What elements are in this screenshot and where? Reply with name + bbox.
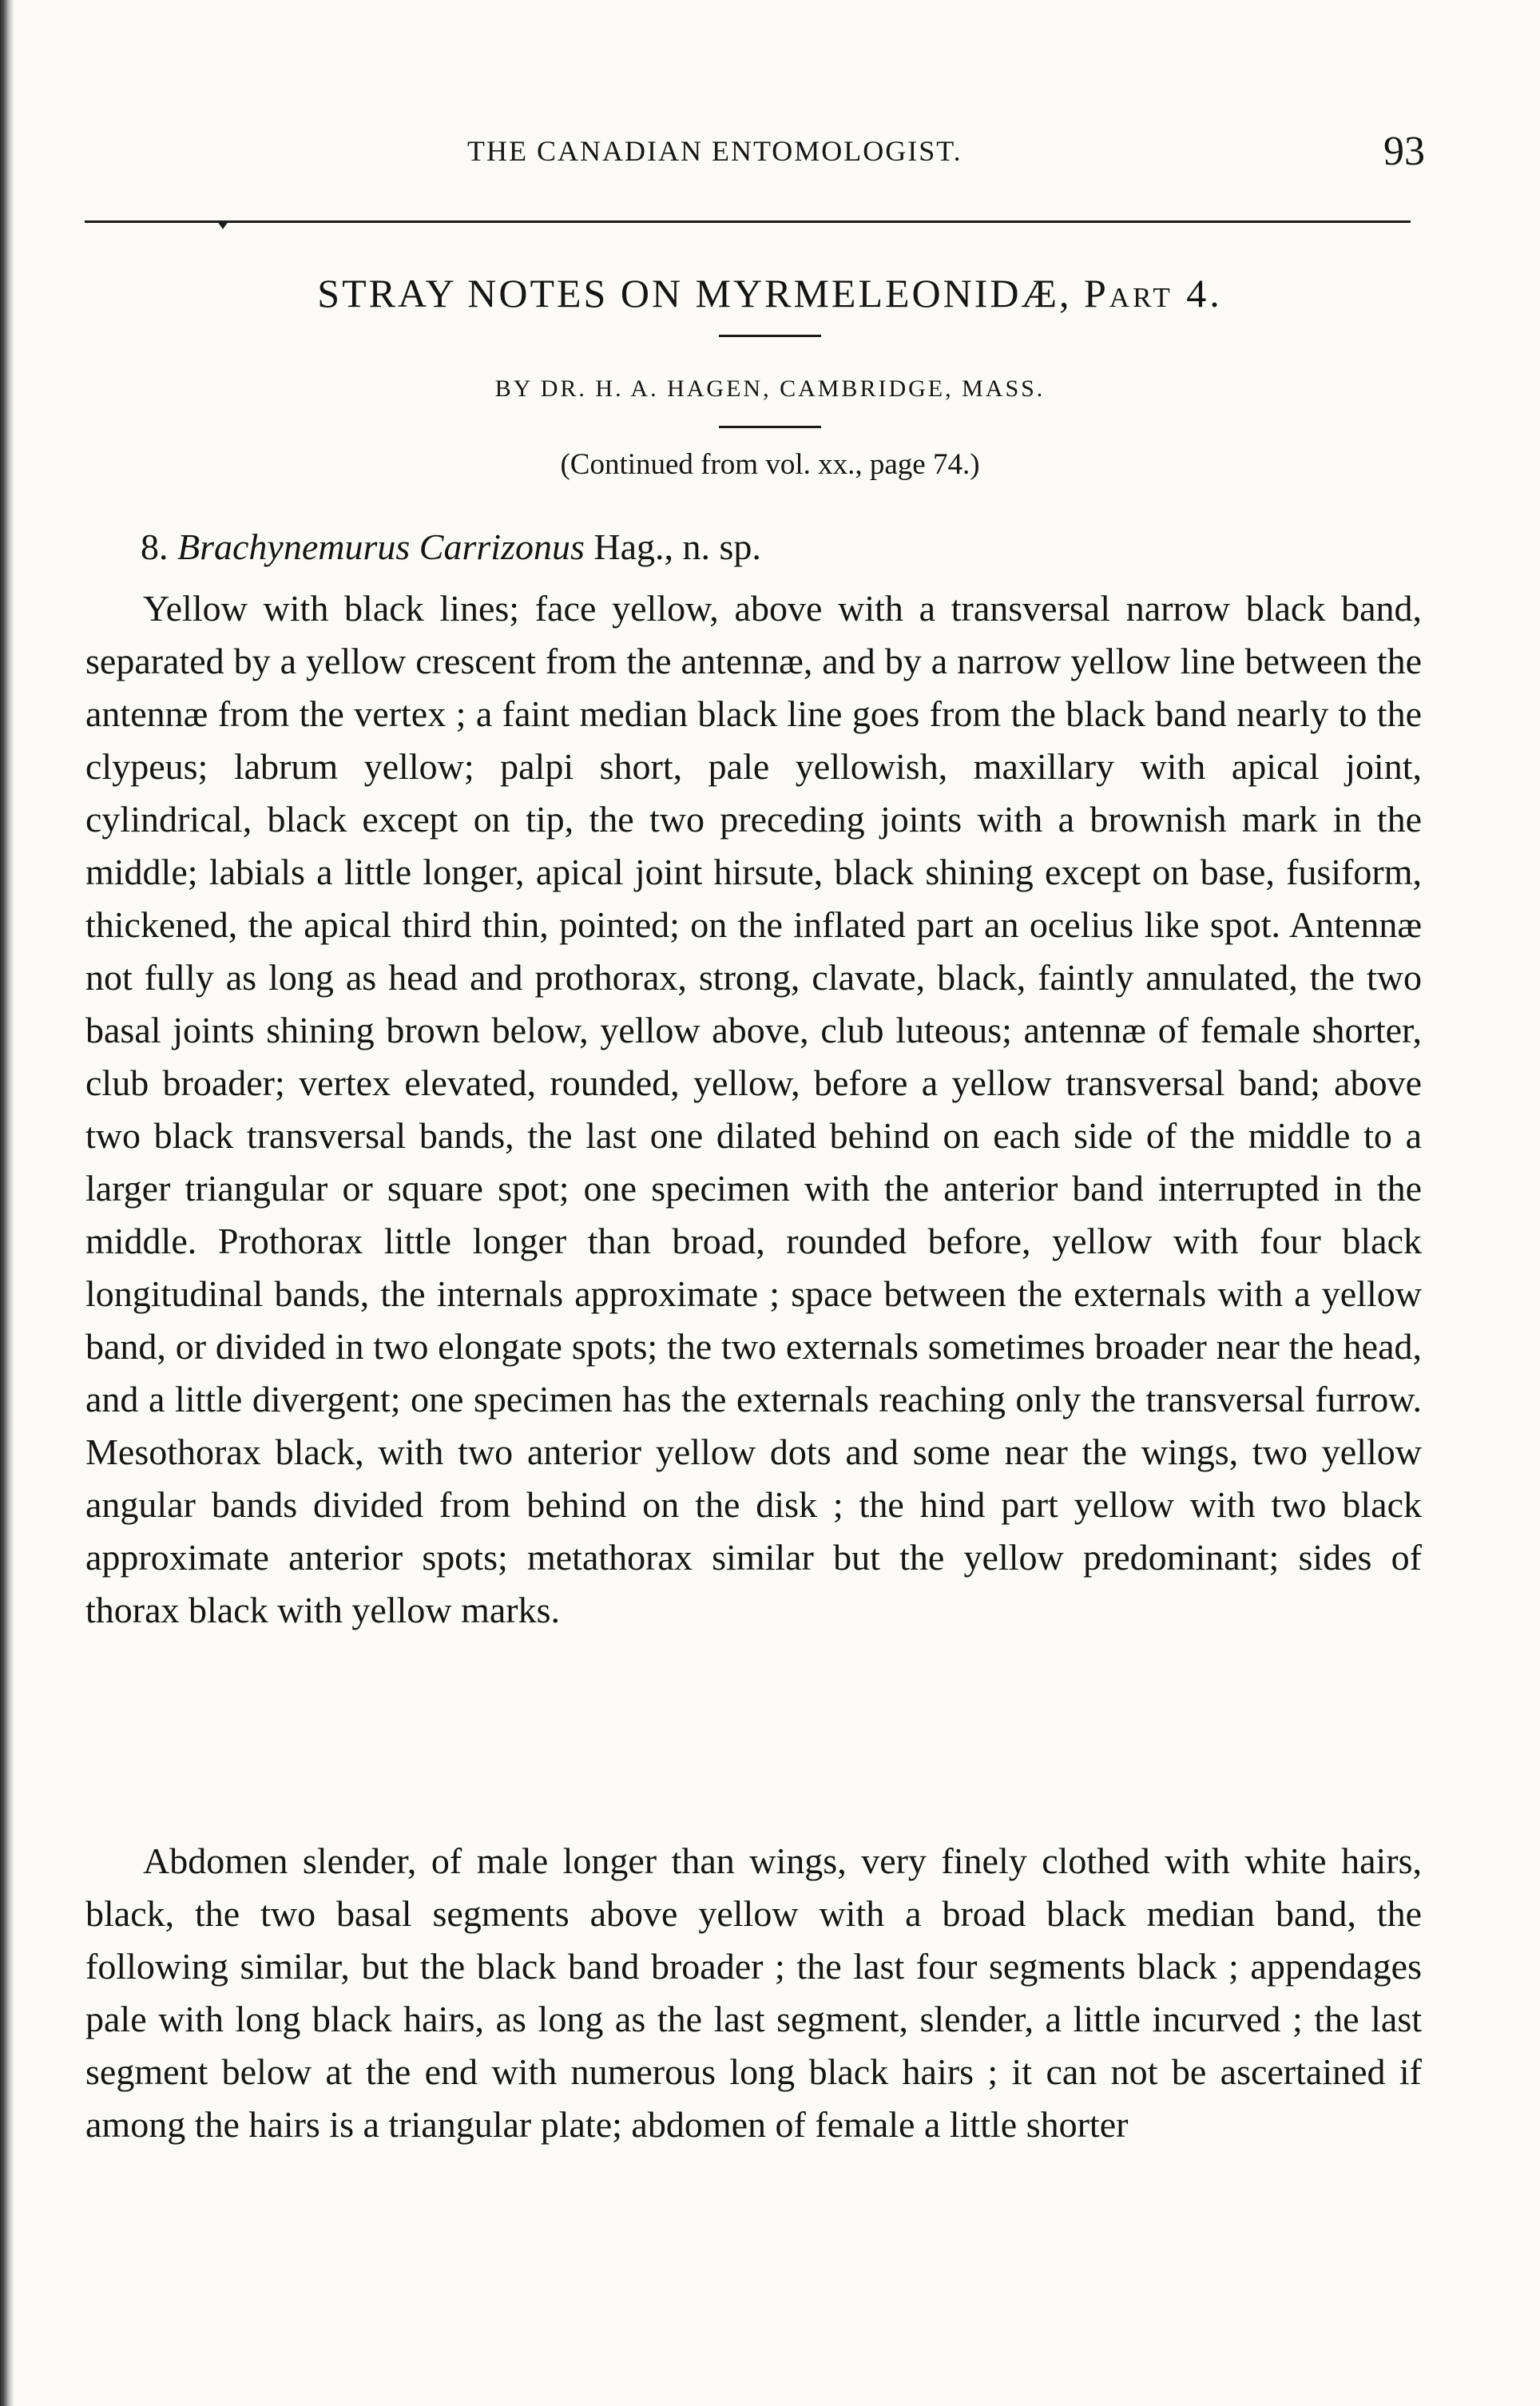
rule-mark: [217, 221, 228, 229]
byline-rule: [719, 426, 821, 428]
description-paragraph-1: Yellow with black lines; face yellow, above with a transversal narrow black band, separated by a yellow crescent from the antennæ, and by a narrow yellow line between the antennæ from the vertex ; a faint median black line goes from the black band nearly to the clypeus; labrum yellow; palpi short, pale yellowish, maxillary with apical joint, cylindrical, black except on tip, the two preceding joints with a brownish mark in the middle; labials a little longer, apical joint hirsute, black shining except on base, fusiform, thickened, the apical third thin, pointed; on the inflated part an ocelius like spot. Antennæ not fully as long as head and prothorax, strong, clavate, black, faintly annulated, the two basal joints shining brown below, yellow above, club luteous; antennæ of female shorter, club broader; vertex elevated, rounded, yellow, before a yellow transversal band; above two black transversal bands, the last one dilated behind on each side of the middle to a larger triangular or square spot; one specimen with the anterior band interrupted in the middle. Prothorax little longer than broad, rounded before, yellow with four black longitudinal bands, the internals approximate ; space between the externals with a yellow band, or divided in two elongate spots; the two externals sometimes broader near the head, and a little divergent; one specimen has the externals reaching only the transversal furrow. Mesothorax black, with two anterior yellow dots and some near the wings, two yellow angular bands divided from behind on the disk ; the hind part yellow with two black approximate anterior spots; metathorax similar but the yellow predominant; sides of thorax black with yellow marks.: [85, 588, 1422, 1630]
article-title-part: Part 4.: [1084, 271, 1223, 316]
species-authority: Hag., n. sp.: [593, 526, 761, 567]
header-rule: [85, 220, 1411, 223]
running-head: THE CANADIAN ENTOMOLOGIST.: [467, 135, 963, 167]
continued-note: (Continued from vol. xx., page 74.): [560, 448, 980, 481]
byline: BY DR. H. A. HAGEN, CAMBRIDGE, MASS.: [494, 375, 1046, 402]
species-heading: [141, 526, 761, 568]
species-name: Brachynemurus Carrizonus: [177, 526, 585, 567]
article-title-text: STRAY NOTES ON MYRMELEONIDÆ,: [317, 271, 1072, 316]
description-paragraph-2: Abdomen slender, of male longer than wings, very finely clothed with white hairs, black, the two basal segments above yellow with a broad black median band, the following similar, but the black band broader ; the last four segments black ; appendages pale with long black hairs, as long as the last segment, slender, a little incurved ; the last segment below at the end with numerous long black hairs ; it can not be ascertained if among the hairs is a triangular plate; abdomen of female a little shorter: [85, 1840, 1422, 2145]
species-number: 8.: [141, 526, 169, 567]
title-rule: [719, 335, 821, 337]
page-number: 93: [1383, 129, 1425, 174]
article-title: [0, 270, 1540, 316]
